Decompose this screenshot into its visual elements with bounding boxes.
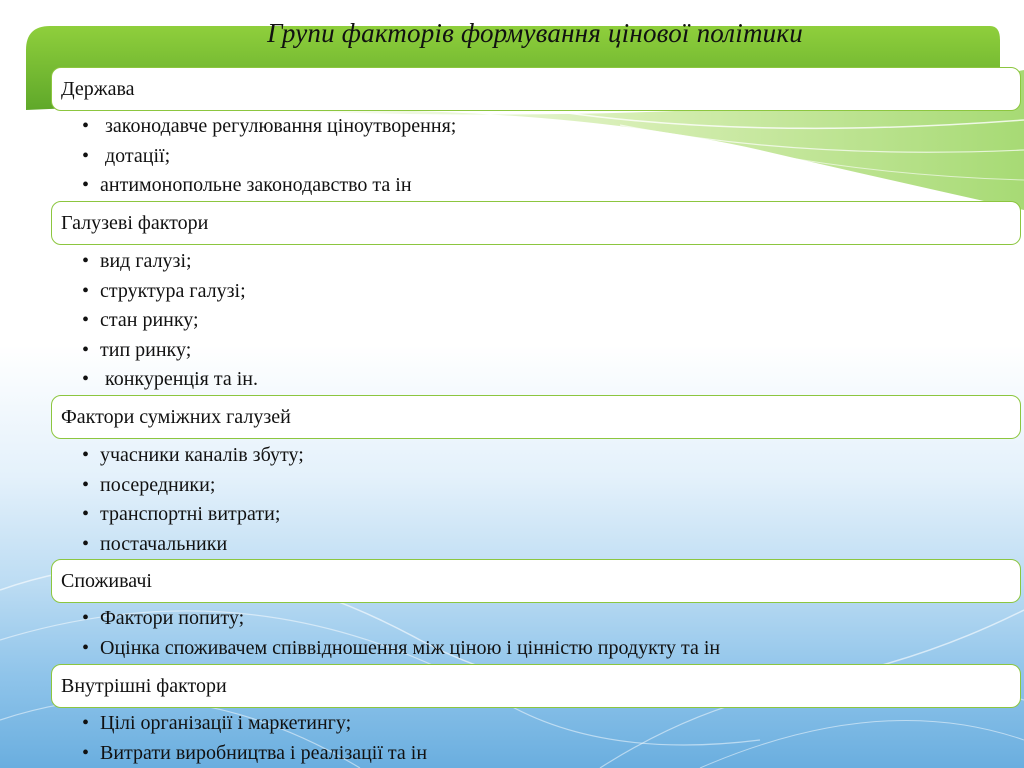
group-spozhyvachi: [51, 559, 1021, 603]
group-vnutrishni-faktory: [51, 664, 1021, 708]
group-label: Внутрішні фактори: [61, 674, 227, 697]
group-derzhava-items: [82, 112, 456, 201]
list-item: • тип ринку;: [82, 338, 192, 361]
group-haluzevi-faktory: [51, 201, 1021, 245]
group-label: Держава: [61, 77, 135, 100]
list-item: • стан ринку;: [82, 309, 199, 331]
group-haluzevi-faktory-items: [82, 247, 258, 395]
list-item: • постачальники: [82, 532, 228, 555]
list-item: • структура галузі;: [82, 279, 246, 302]
group-vnutrishni-faktory-items: [82, 709, 427, 768]
page-title: Групи факторів формування цінової політики: [267, 18, 803, 48]
list-item: • транспортні витрати;: [82, 503, 281, 525]
group-spozhyvachi-items: [82, 604, 720, 663]
list-item: • вид галузі;: [82, 250, 192, 272]
list-item: • учасники каналів збуту;: [82, 444, 304, 466]
group-label: Споживачі: [61, 569, 152, 592]
list-item: • посередники;: [82, 473, 216, 496]
group-faktory-sumizhnykh-haluzei: [51, 395, 1021, 439]
list-item: • антимонопольне законодавство та ін: [82, 174, 412, 196]
group-label: Галузеві фактори: [61, 211, 209, 234]
group-derzhava: [51, 67, 1021, 111]
list-item: • Цілі організації і маркетингу;: [82, 712, 352, 734]
list-item: • Фактори попиту;: [82, 607, 245, 629]
list-item: • Витрати виробництва і реалізації та ін: [82, 741, 428, 764]
list-item: • конкуренція та ін.: [82, 368, 258, 390]
list-item: • законодавче регулювання ціноутворення;: [82, 115, 457, 137]
list-item: • Оцінка споживачем співвідношення між ціною і цінністю продукту та ін: [82, 636, 721, 659]
group-label: Фактори суміжних галузей: [61, 405, 291, 428]
group-faktory-sumizhnykh-haluzei-items: [82, 441, 304, 559]
list-item: • дотації;: [82, 144, 171, 167]
